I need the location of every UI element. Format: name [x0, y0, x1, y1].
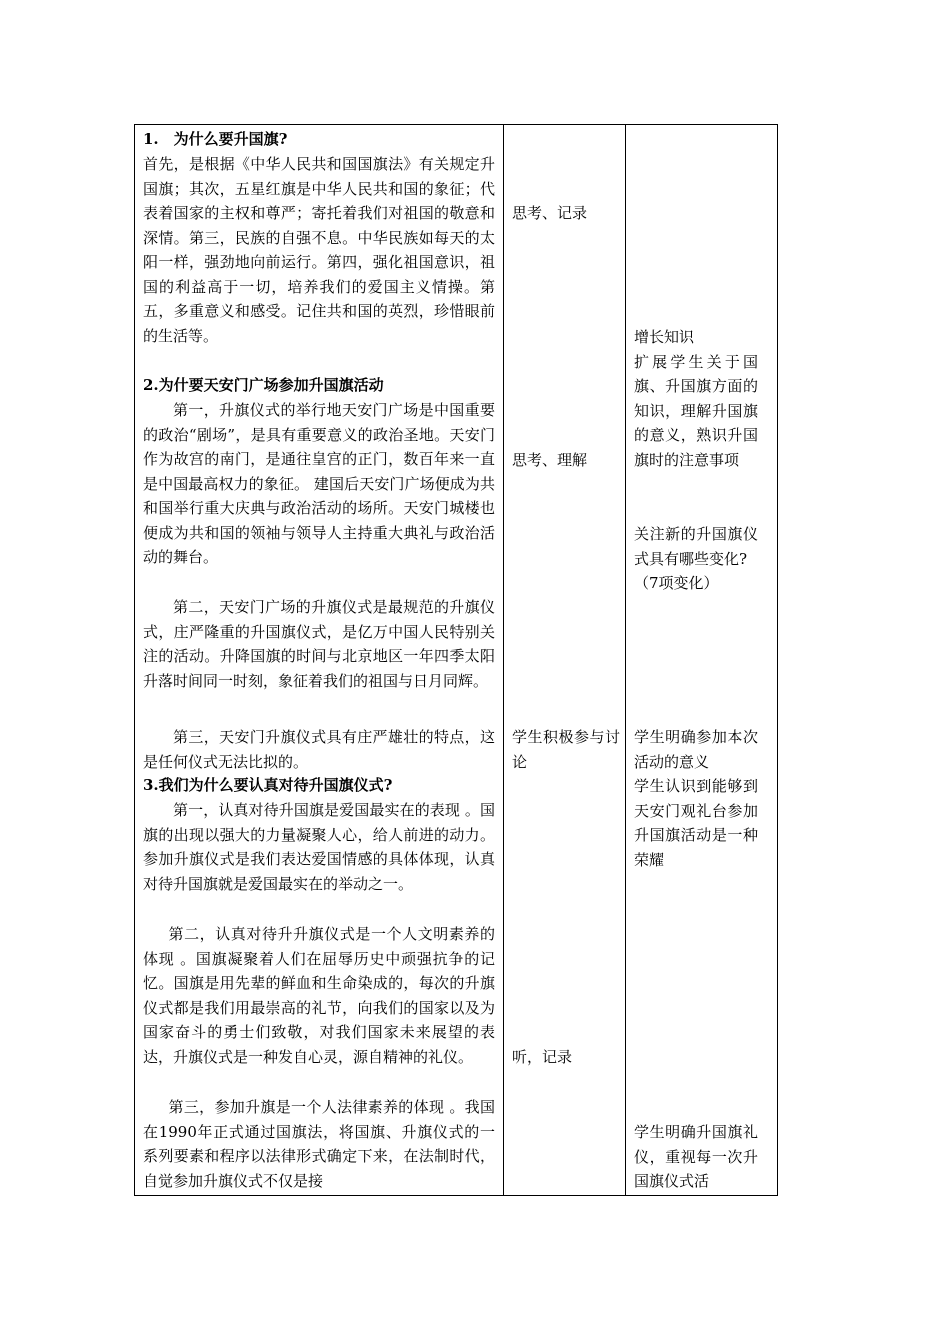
- design-intent-column-cell: [626, 125, 778, 1196]
- heading-why-raise-flag: 1. 为什么要升国旗?: [143, 130, 288, 148]
- paragraph-serious-first: 第一，认真对待升国旗是爱国最实在的表现 。国旗的出现以强大的力量凝聚人心，给人前进的动力。参加升旗仪式是我们表达爱国情感的具体体现，认真对待升国旗就是爱国最实在的举动之一。: [143, 801, 495, 893]
- paragraph-serious-second: 第二，认真对待升升旗仪式是一个人文明素养的体现 。国旗凝聚着人们在屈辱历史中顽强抗争的记忆。国旗是用先辈的鲜血和生命染成的，每次的升旗仪式都是我们用最崇高的礼节，向我们的国家以及为国家奋斗的勇士们致敬，对我们国家未来展望的表达，升旗仪式是一种发自心灵，源自精神的礼仪。: [143, 925, 495, 1066]
- content-column: [135, 125, 503, 1195]
- heading-take-seriously: 3.我们为什么要认真对待升国旗仪式?: [143, 776, 393, 794]
- intent-etiquette: 学生明确升国旗礼仪，重视每一次升国旗仪式活: [634, 1123, 758, 1190]
- student-activity-column: [504, 125, 625, 1195]
- student-activity-column-cell: [504, 125, 626, 1196]
- content-column-cell: [135, 125, 504, 1196]
- paragraph-reasons: 首先，是根据《中华人民共和国国旗法》有关规定升国旗；其次，五星红旗是中华人民共和国的象征；代表着国家的主权和尊严；寄托着我们对祖国的敬意和深情。第三，民族的自强不息。中华民族如每天的太阳一样，强劲地向前运行。第四，强化祖国意识，祖国的利益高于一切，培养我们的爱国主义情操。第五，多重意义和感受。记住共和国的英烈，珍惜眼前的生活等。: [143, 155, 495, 345]
- intent-meaning: 学生明确参加本次活动的意义 学生认识到能够到天安门观礼台参加升国旗活动是一种荣耀: [634, 728, 758, 869]
- paragraph-tiananmen-third: 第三，天安门升旗仪式具有庄严雄壮的特点，这是任何仪式无法比拟的。: [143, 728, 495, 771]
- activity-think-understand: 思考、理解: [512, 451, 588, 469]
- activity-think-record: 思考、记录: [512, 204, 588, 222]
- paragraph-tiananmen-second: 第二，天安门广场的升旗仪式是最规范的升旗仪式，庄严隆重的升国旗仪式，是亿万中国人民特别关注的活动。升降国旗的时间与北京地区一年四季太阳升落时间同一时刻，象征着我们的祖国与日月同辉。: [143, 598, 495, 690]
- activity-listen-record: 听，记录: [512, 1048, 573, 1066]
- paragraph-serious-third: 第三，参加升旗是一个人法律素养的体现 。我国在1990年正式通过国旗法，将国旗、升旗仪式的一系列要素和程序以法律形式确定下来，在法制时代，自觉参加升旗仪式不仅是接: [143, 1098, 495, 1190]
- activity-discuss: 学生积极参与讨论: [512, 728, 620, 771]
- paragraph-tiananmen-first: 第一，升旗仪式的举行地天安门广场是中国重要的政治“剧场”，是具有重要意义的政治圣地。天安门作为故宫的南门，是通往皇宫的正门，数百年来一直是中国最高权力的象征。 建国后天安门广场便成为共和国举行重大庆典与政治活动的场所。天安门城楼也便成为共和国的领袖与领导人主持重大典礼与政治活动的舞台。: [143, 401, 495, 566]
- heading-tiananmen: 2.为什要天安门广场参加升国旗活动: [143, 376, 384, 394]
- lesson-plan-table: [134, 124, 778, 1196]
- design-intent-column: [626, 125, 777, 1195]
- table-row: [135, 125, 778, 1196]
- intent-knowledge: 增长知识 扩展学生关于国旗、升国旗方面的知识，理解升国旗的意义，熟识升国旗时的注意事项: [634, 328, 758, 469]
- intent-new-ceremony: 关注新的升国旗仪式具有哪些变化? （7项变化）: [634, 525, 758, 592]
